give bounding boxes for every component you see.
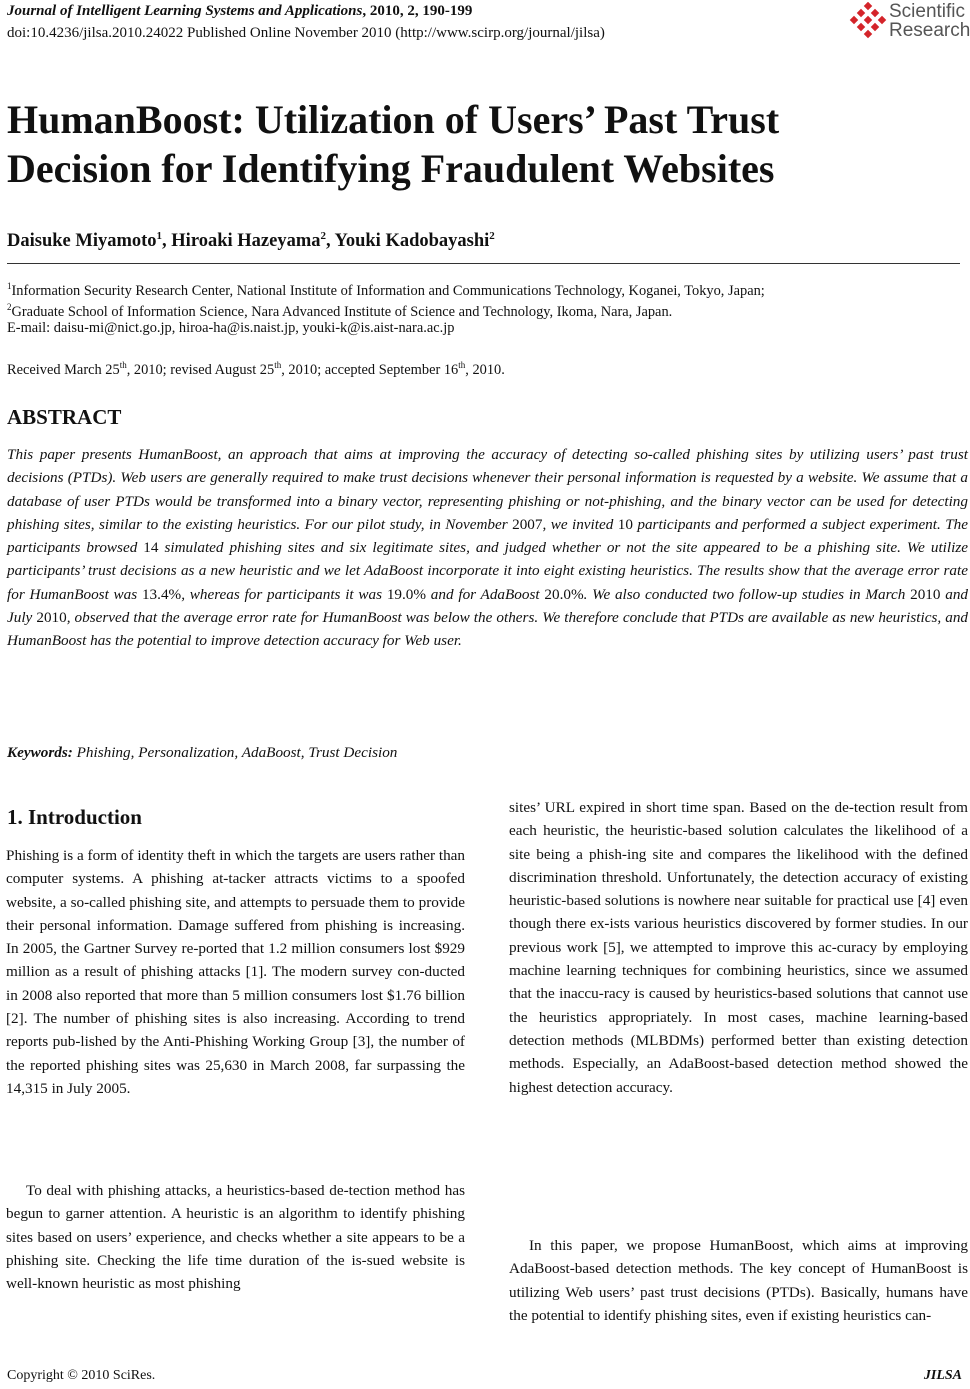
- abstract-number: 2007: [512, 515, 543, 533]
- author-list: [7, 230, 495, 252]
- abstract-text: , we invited: [542, 515, 618, 533]
- received-sup-1: th: [119, 360, 127, 370]
- keywords: [7, 744, 397, 762]
- received-sup-2: th: [274, 360, 282, 370]
- received-sup-3: th: [458, 360, 466, 370]
- journal-name: Journal of Intelligent Learning Systems and Applications: [7, 3, 363, 19]
- journal-volume: , 2010, 2, 190-199: [362, 3, 473, 19]
- affiliation-2-marker: 2: [7, 302, 12, 312]
- received-text-4: , 2010.: [465, 361, 505, 378]
- paragraph: To deal with phishing attacks, a heuristics-based de-tection method has begun to garner attention. A heuristic is an algorithm to identify phishing sites based on users’ experience, and checks whether a site appears to be a phishing site. Checking the life time duration of the is-sued website is well-known heuristic as most phishing: [6, 1182, 465, 1293]
- abstract-text: and for AdaBoost: [426, 585, 545, 603]
- received-text-1: Received March 25: [7, 361, 120, 378]
- journal-abbreviation-footer: JILSA: [923, 1368, 962, 1383]
- section-heading-introduction: 1. Introduction: [7, 805, 142, 829]
- abstract-number: 20.0%: [544, 585, 584, 603]
- received-text-2: , 2010; revised August 25: [126, 361, 275, 378]
- title-line-1: HumanBoost: Utilization of Users’ Past Trust: [7, 97, 780, 142]
- abstract-number: 10: [617, 515, 633, 533]
- abstract-text: , observed that the average error rate for HumanBoost was below the others. We therefore conclude that PTDs are available as new heuristics, and HumanBoost has the potential to improve detection accuracy for Web user.: [7, 609, 969, 650]
- copyright-footer: Copyright © 2010 SciRes.: [7, 1368, 156, 1383]
- abstract-text: , whereas for participants it was: [181, 585, 387, 603]
- abstract-text: PTDs: [72, 469, 108, 487]
- abstract-heading: ABSTRACT: [7, 405, 122, 429]
- email-line: E-mail: daisu-mi@nict.go.jp, hiroa-ha@is.naist.jp, youki-k@is.aist-nara.ac.jp: [7, 320, 455, 336]
- received-text-3: , 2010; accepted September 16: [281, 361, 459, 378]
- abstract-number: 19.0%: [386, 585, 427, 603]
- header-divider: [7, 263, 960, 264]
- author-1-affil: 1: [156, 230, 163, 242]
- title-line-2: Decision for Identifying Fraudulent Websites: [7, 146, 775, 191]
- body-column-left: [6, 844, 465, 1100]
- received-dates: [7, 360, 505, 379]
- body-column-right-continued: [509, 1234, 968, 1327]
- abstract-text: This paper presents HumanBoost, an approach that aims at improving the accuracy of detecting so-called phishing sites by utilizing users’ past trust decisions (: [7, 446, 968, 487]
- abstract-number: 2010: [36, 609, 67, 627]
- paragraph: In this paper, we propose HumanBoost, which aims at improving AdaBoost-based detection methods. The key concept of HumanBoost is utilizing Web users’ past trust decisions (PTDs). Basically, humans have the potential to identify phishing sites, even if existing heuristics can-: [509, 1237, 968, 1324]
- affiliation-2-text: Graduate School of Information Science, Nara Advanced Institute of Science and Technology, Ikoma, Nara, Japan.: [11, 303, 673, 320]
- author-3: , Youki Kadobayashi: [325, 231, 490, 252]
- logo-text-line1: Scientific: [889, 1, 966, 22]
- body-column-right: [509, 796, 968, 1099]
- abstract-text: . We also conducted two follow-up studies in March: [583, 585, 911, 603]
- logo-text: [889, 2, 970, 40]
- author-3-affil: 2: [489, 230, 495, 242]
- abstract-text: participants and performed a subject experiment. The participants browsed: [7, 515, 969, 557]
- abstract-body: [7, 443, 968, 653]
- paragraph: Phishing is a form of identity theft in which the targets are users rather than computer systems. A phishing at-tacker attracts victims to a spoofed website, a so-called phishing site, and attempts to persuade them to provide their personal information. Damage suffered from phishing is increasing. In 2005, the Gartner Survey re-ported that 1.2 million consumers lost $929 million as a result of phishing attacks [1]. The modern survey con-ducted in 2008 also reported that more than 5 million consumers lost $1.76 billion [2]. The number of phishing sites is also increasing. According to trend reports pub-lished by the Anti-Phishing Working Group [3], the number of the reported phishing sites was 25,630 in March 2008, far surpassing the 14,315 in July 2005.: [6, 847, 465, 1097]
- affiliation-1-marker: 1: [7, 281, 12, 291]
- keywords-colon: :: [67, 744, 77, 761]
- abstract-text: ). Web users are generally required to make trust decisions whenever their personal information is requested by a website. We assume that a database of user PTDs would be transformed into a binary vector, representing phishing or not-phishing, and the binary vector can be used for detecting phishing sites, similar to the existing heuristics. For our pilot study, in November: [7, 469, 968, 533]
- journal-citation: [7, 3, 472, 20]
- logo-text-line2: Research: [889, 20, 970, 41]
- abstract-number: 13.4%: [141, 585, 182, 603]
- logo-mark-icon: [849, 2, 887, 42]
- keywords-text: Phishing, Personalization, AdaBoost, Trust Decision: [76, 744, 398, 761]
- author-2-affil: 2: [320, 230, 326, 242]
- abstract-number: 14: [143, 539, 159, 557]
- scientific-research-logo: [849, 1, 970, 44]
- paper-title: [7, 95, 947, 193]
- abstract-number: 2010: [910, 585, 941, 603]
- body-column-left-continued: [6, 1179, 465, 1295]
- affiliation-1-text: Information Security Research Center, National Institute of Information and Communications Technology, Koganei, Tokyo, Japan;: [11, 282, 765, 299]
- author-2: , Hiroaki Hazeyama: [162, 231, 321, 252]
- abstract-text: simulated phishing sites and six legitimate sites, and judged whether or not the site appeared to be a phishing site. We utilize participants’ trust decisions as a new heuristic and we let AdaBoost incorporate it into eight existing heuristics. The results show that the average error rate for HumanBoost was: [7, 539, 968, 603]
- keywords-label: Keywords: [7, 744, 68, 761]
- abstract-text: and July: [7, 585, 969, 627]
- paragraph: sites’ URL expired in short time span. Based on the de-tection result from each heuristic, the heuristic-based solution calculates the likelihood of a site being a phish-ing site and compares the likelihood with the defined discrimination threshold. Unfortunately, the detection accuracy of existing heuristic-based solutions is nowhere near suitable for practical use [4] even though there ex-ists various heuristics discovered by former studies. In our previous work [5], we attempted to improve this ac-curacy by employing machine learning techniques for combining heuristics, since we assumed that the inaccu-racy is caused by heuristics-based solutions that cannot use the heuristics appropriately. In most cases, machine learning-based detection methods (MLBDMs) performed better than existing detection methods. Especially, an AdaBoost-based detection method showed the highest detection accuracy.: [509, 799, 968, 1096]
- doi-line: doi:10.4236/jilsa.2010.24022 Published Online November 2010 (http://www.scirp.org/journal/jilsa): [7, 25, 605, 41]
- author-1: Daisuke Miyamoto: [7, 231, 157, 252]
